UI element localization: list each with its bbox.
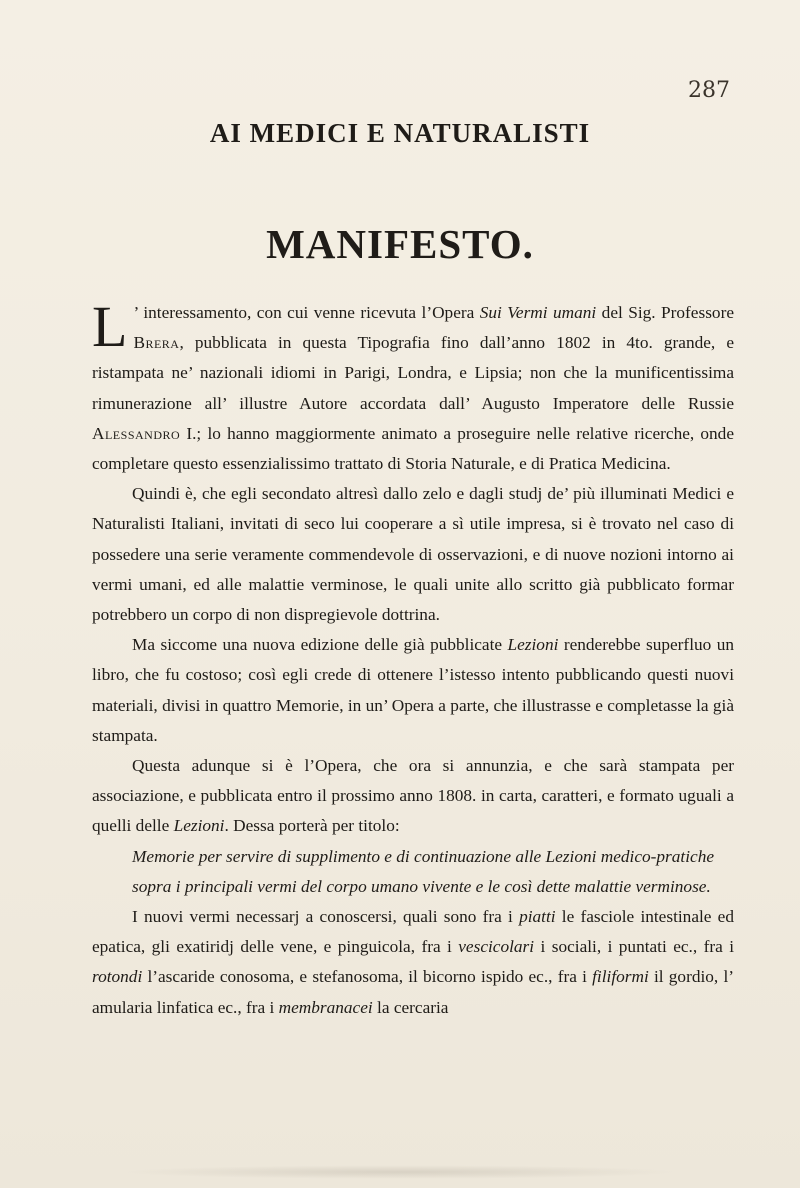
paragraph-5-text: I nuovi vermi necessarj a conoscersi, quali sono fra i <box>132 907 520 927</box>
paragraph-1-text: I.; lo hanno maggiormente animato a proseguire nelle relative ricerche, onde completare questo essenzialissimo trattato di Storia Naturale, e di Pratica Medicina. <box>92 423 734 474</box>
lezioni-italic: Lezioni <box>507 635 559 655</box>
author-name: Brera <box>133 333 180 353</box>
page-number: 287 <box>688 78 730 103</box>
work-subtitle-text: Memorie per servire di supplimento e di continuazione alle Lezioni medico-pratiche sopra i principali vermi del corpo umano vivente e le così dette malattie verminose. <box>132 846 715 896</box>
paragraph-4-text: . Dessa porterà per titolo: <box>224 816 400 836</box>
paragraph-2: Quindi è, che egli secondato altresì dallo zelo e dagli studj de’ più illuminati Medici e Naturalisti Italiani, invitati di seco lui cooperare a sì utile impresa, si è trovato nel caso di possedere una serie veramente commendevole di osservazioni, e di nuove nozioni intorno ai vermi umani, ed alle malattie verminose, le quali unite allo scritto già pubblicato formar potrebbero un corpo di non dispregievole dottrina. <box>92 484 734 625</box>
paragraph-3 <box>92 630 734 751</box>
paragraph-1-text: del Sig. Professore <box>596 303 734 322</box>
paragraph-1-text: , pubblicata in questa Tipografia fino dall’anno 1802 in 4to. grande, e ristampata ne’ nazionali idiomi in Parigi, Londra, e Lipsia; non che la munificentissima rimunerazione all’ illustre Autore accordata dall’ Augusto Imperatore delle Russie <box>92 333 734 413</box>
paragraph-5-text: la cercaria <box>372 997 449 1017</box>
paragraph-5-text: le fasciole intestinale ed epatica, gli exatiridj delle vene, e pinguicola, fra i <box>92 907 734 957</box>
paragraph-3-text: Ma siccome una nuova edizione delle già pubblicate <box>132 635 508 655</box>
manifesto-body <box>92 294 734 1023</box>
term-italic: piatti <box>519 907 556 927</box>
paragraph-3-text: renderebbe superfluo un libro, che fu costoso; così egli crede di ottenere l’istesso intento pubblicando questi nuovi materiali, divisi in quattro Memorie, in un’ Opera a parte, che illustrasse e completasse la già stampata. <box>92 635 734 745</box>
paragraph-5-text: i sociali, i puntati ec., fra i <box>534 937 734 957</box>
page-heading: AI MEDICI E NATURALISTI <box>209 118 591 148</box>
drop-cap-letter: L <box>92 294 128 359</box>
page-title: MANIFESTO. <box>266 221 534 267</box>
paragraph-1-text: ’ interessamento, con cui venne ricevuta l’Opera <box>133 303 480 322</box>
term-italic: rotondi <box>92 967 143 987</box>
paragraph-5 <box>92 902 734 1023</box>
paragraph-5-text: il gordio, l’ amularia linfatica ec., fra i <box>92 967 734 1017</box>
term-italic: vescicolari <box>458 937 535 957</box>
work-subtitle <box>92 842 734 902</box>
paragraph-4-text: Questa adunque si è l’Opera, che ora si annunzia, e che sarà stampata per associazione, e pubblicata entro il prossimo anno 1808. in carta, caratteri, e formato uguali a quelli delle <box>92 756 734 836</box>
book-title-italic: Sui Vermi umani <box>479 303 597 322</box>
paragraph-4 <box>92 751 734 842</box>
paper-smudge <box>120 1165 680 1179</box>
lezioni-italic: Lezioni <box>173 816 225 836</box>
emperor-name: Alessandro <box>92 423 181 443</box>
term-italic: membranacei <box>278 997 373 1017</box>
paragraph-1 <box>92 294 734 479</box>
term-italic: filiformi <box>592 967 649 987</box>
paragraph-5-text: l’ascaride conosoma, e stefanosoma, il bicorno ispido ec., fra i <box>142 967 593 987</box>
